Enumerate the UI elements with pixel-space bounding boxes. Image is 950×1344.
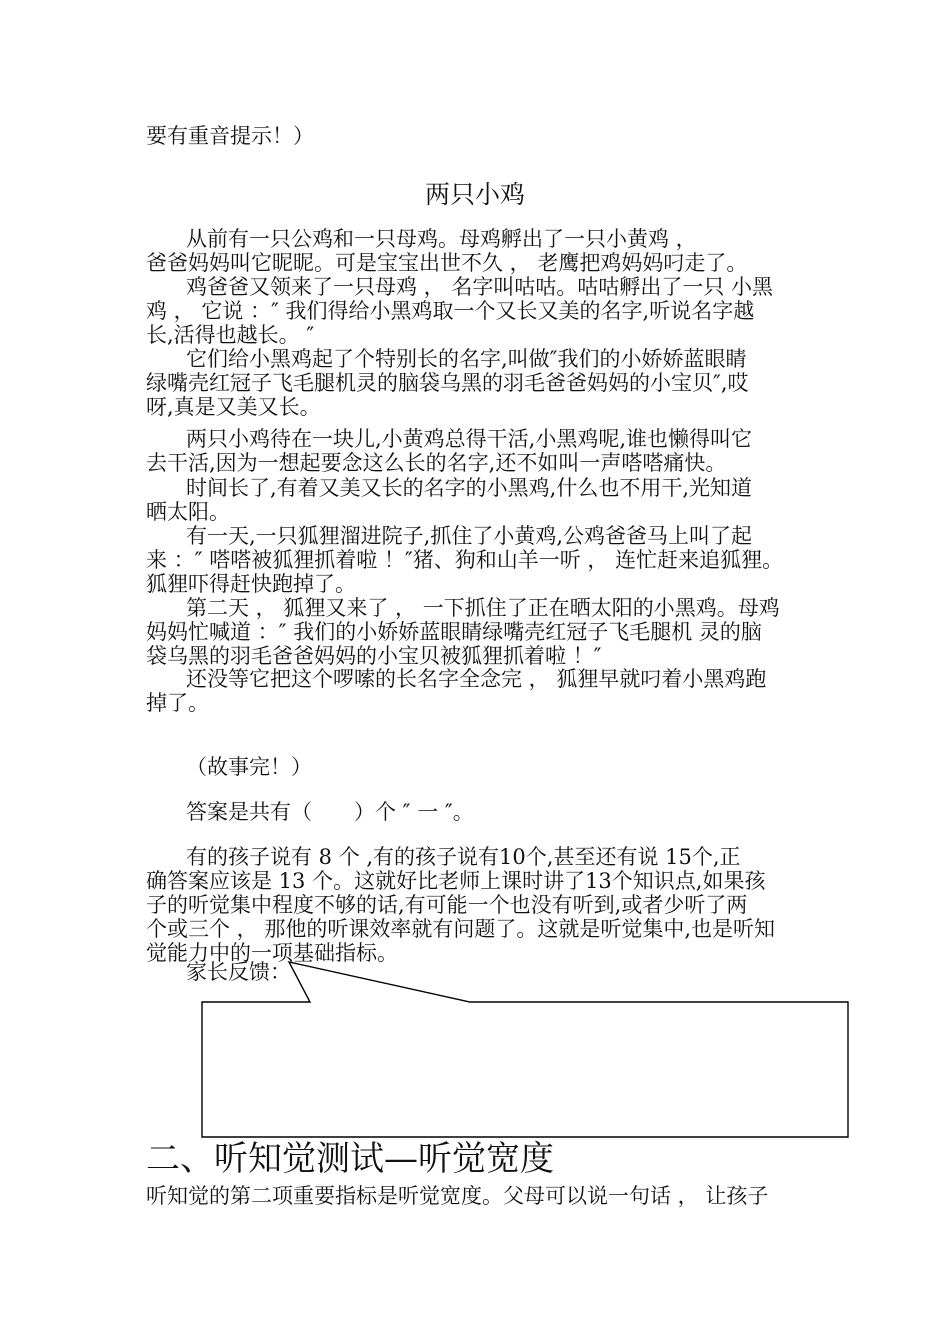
story-line: 鸡爸爸又领来了一只母鸡 ， 名字叫咕咕。咕咕孵出了一只 小黑 bbox=[186, 275, 774, 299]
story-line: 还没等它把这个啰嗦的长名字全念完 ， 狐狸早就叼着小黑鸡跑 bbox=[186, 667, 767, 691]
story-line: 有一天,一只狐狸溜进院子,抓住了小黄鸡,公鸡爸爸马上叫了起 bbox=[186, 524, 753, 548]
story-line: 时间长了,有着又美又长的名字的小黑鸡,什么也不用干,光知道 bbox=[186, 476, 753, 500]
story-line: 袋乌黑的羽毛爸爸妈妈的小宝贝被狐狸抓着啦 ！″ bbox=[146, 644, 602, 668]
answer-question: 答案是共有（ ）个 ″ 一 ″。 bbox=[186, 800, 474, 824]
story-line: 呀,真是又美又长。 bbox=[146, 395, 321, 419]
story-line: 两只小鸡待在一块儿,小黄鸡总得干活,小黑鸡呢,谁也懒得叫它 bbox=[186, 427, 753, 451]
story-line: 第二天 ， 狐狸又来了 ， 一下抓住了正在晒太阳的小黑鸡。母鸡 bbox=[186, 596, 780, 620]
story-line: 爸爸妈妈叫它昵昵。可是宝宝出世不久 ， 老鹰把鸡妈妈叼走了。 bbox=[146, 251, 748, 275]
story-line: 妈妈忙喊道 ：″ 我们的小娇娇蓝眼睛绿嘴壳红冠子飞毛腿机 灵的脑 bbox=[146, 620, 762, 644]
story-line: 掉了。 bbox=[146, 691, 209, 715]
explanation-line: 有的孩子说有 8 个 ,有的孩子说有10个,甚至还有说 15个,正 bbox=[186, 845, 741, 869]
intro-text: 要有重音提示！） bbox=[146, 124, 314, 148]
explanation-line: 子的听觉集中程度不够的话,有可能一个也没有听到,或者少听了两 bbox=[146, 893, 748, 917]
story-line: 狐狸吓得赶快跑掉了。 bbox=[146, 572, 356, 596]
story-title: 两只小鸡 bbox=[424, 180, 525, 209]
story-line: 来 ：″ 嗒嗒被狐狸抓着啦 ！″猪、狗和山羊一听 ， 连忙赶来追狐狸。 bbox=[146, 548, 784, 572]
story-line: 去干活,因为一想起要念这么长的名字,还不如叫一声嗒嗒痛快。 bbox=[146, 451, 727, 475]
explanation-line: 觉能力中的一项基础指标。 bbox=[146, 941, 398, 965]
feedback-label: 家长反馈： bbox=[186, 960, 291, 984]
story-line: 绿嘴壳红冠子飞毛腿机灵的脑袋乌黑的羽毛爸爸妈妈的小宝贝″,哎 bbox=[146, 371, 749, 395]
story-line: 晒太阳。 bbox=[146, 500, 230, 524]
explanation-line: 个或三个 ， 那他的听课效率就有问题了。这就是听觉集中,也是听知 bbox=[146, 917, 776, 941]
story-line: 从前有一只公鸡和一只母鸡。母鸡孵出了一只小黄鸡 ， bbox=[186, 227, 697, 251]
explanation-line: 确答案应该是 13 个。这就好比老师上课时讲了13个知识点,如果孩 bbox=[146, 869, 766, 893]
story-line: 长,活得也越长。 ″ bbox=[146, 323, 315, 347]
story-end-note: （故事完！） bbox=[186, 755, 312, 779]
story-line: 鸡 ， 它说 ：″ 我们得给小黑鸡取一个又长又美的名字,听说名字越 bbox=[146, 299, 755, 323]
section-heading: 二、听知觉测试—听觉宽度 bbox=[146, 1139, 554, 1179]
story-line: 它们给小黑鸡起了个特别长的名字,叫做″我们的小娇娇蓝眼睛 bbox=[186, 347, 747, 371]
section-text: 听知觉的第二项重要指标是听觉宽度。父母可以说一句话 ， 让孩子 bbox=[146, 1184, 769, 1208]
